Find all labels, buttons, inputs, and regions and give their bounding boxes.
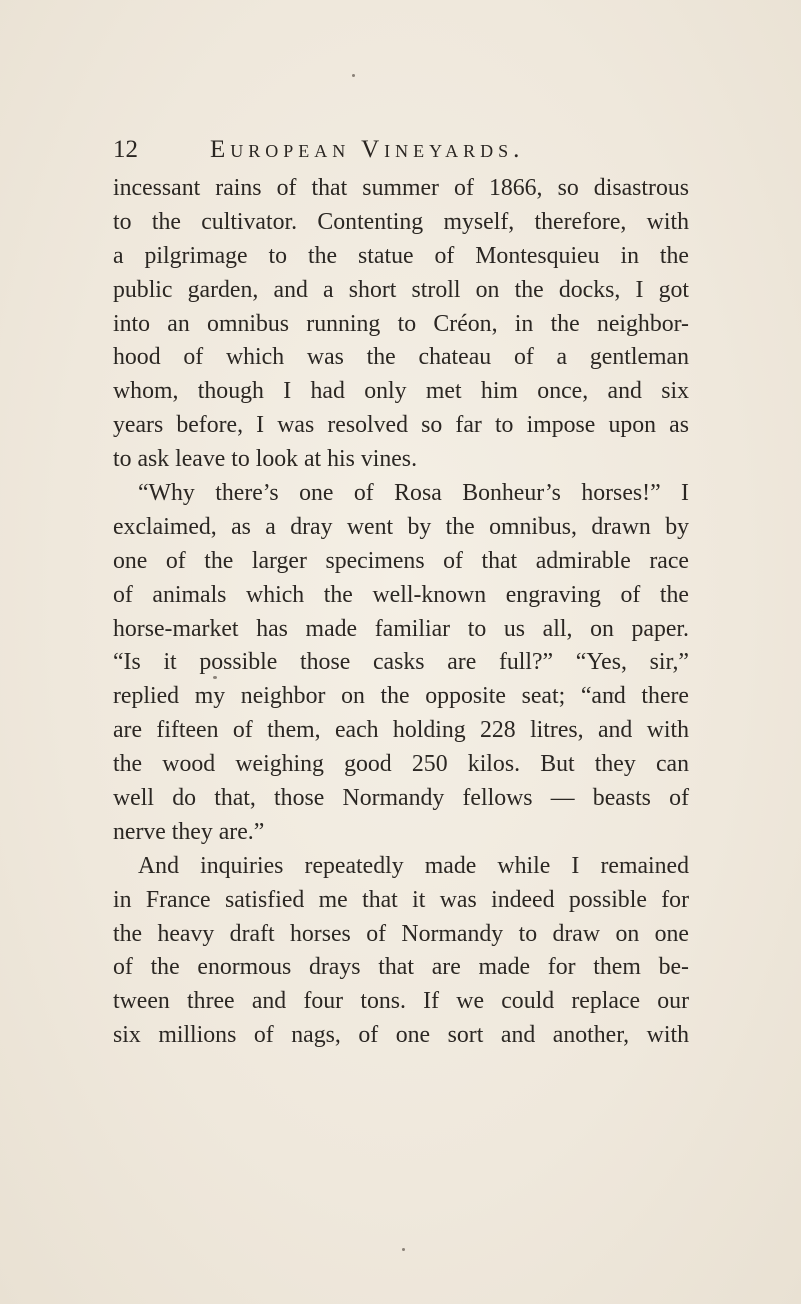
text-line: nerve they are.” (113, 818, 265, 845)
text-line: hood of which was the chateau of a gentleman (113, 344, 689, 371)
text-line: exclaimed, as a dray went by the omnibus, drawn by (113, 513, 689, 540)
page-number: 12 (113, 136, 138, 163)
text-line: the wood weighing good 250 kilos. But they can (113, 751, 689, 778)
text-line: to the cultivator. Contenting myself, therefore, with (113, 208, 689, 235)
text-line: “Is it possible those casks are full?” “Yes, sir,” (113, 649, 689, 676)
text-line: And inquiries repeatedly made while I remained (138, 852, 689, 879)
text-line: of animals which the well-known engraving of the (113, 581, 689, 608)
text-line: to ask leave to look at his vines. (113, 446, 418, 473)
text-line: years before, I was resolved so far to impose upon as (113, 412, 689, 439)
text-line: into an omnibus running to Créon, in the neighbor- (113, 310, 689, 337)
text-line: well do that, those Normandy fellows — beasts of (113, 785, 689, 812)
text-line: in France satisfied me that it was indeed possible for (113, 886, 689, 913)
text-line: incessant rains of that summer of 1866, so disastrous (113, 175, 689, 201)
text-line: six millions of nags, of one sort and another, with (113, 1022, 689, 1049)
running-title: European Vineyards. (210, 136, 525, 163)
text-line: replied my neighbor on the opposite seat; “and there (113, 683, 689, 710)
text-line: public garden, and a short stroll on the docks, I got (113, 276, 689, 303)
text-line: “Why there’s one of Rosa Bonheur’s horses!” I (138, 480, 689, 507)
page-header (113, 135, 673, 169)
text-line: of the enormous drays that are made for them be- (113, 954, 689, 981)
text-line: one of the larger specimens of that admirable race (113, 547, 689, 574)
paper-speck (352, 74, 355, 77)
text-line: a pilgrimage to the statue of Montesquieu in the (113, 242, 689, 269)
paper-speck (402, 1248, 405, 1251)
text-line: are fifteen of them, each holding 228 litres, and with (113, 717, 689, 744)
text-line: the heavy draft horses of Normandy to draw on one (113, 920, 689, 947)
text-line: whom, though I had only met him once, and six (113, 378, 689, 405)
text-line: tween three and four tons. If we could replace our (113, 988, 689, 1015)
body-text (113, 172, 689, 1053)
text-line: horse-market has made familiar to us all, on paper. (113, 615, 689, 642)
